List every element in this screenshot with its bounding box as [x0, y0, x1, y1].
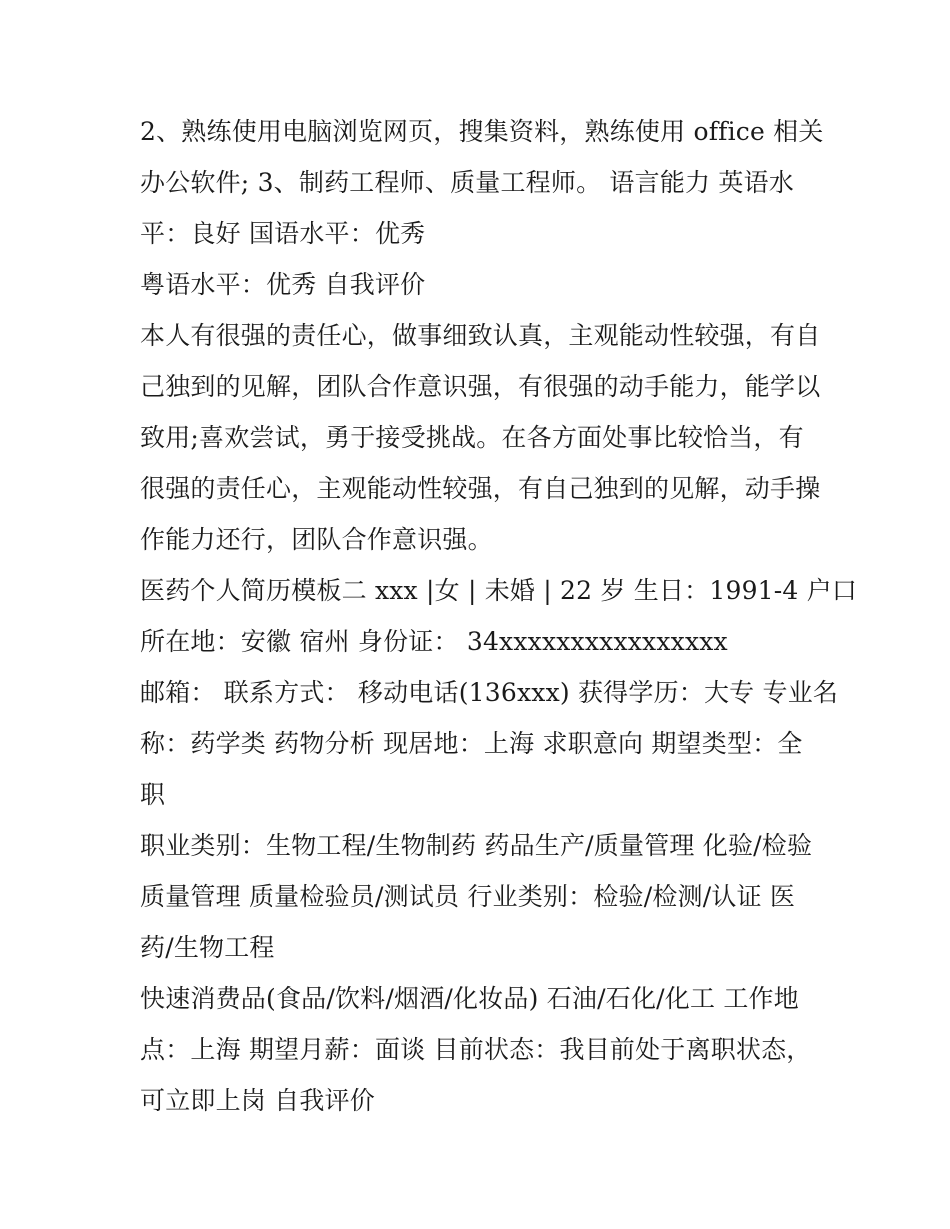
text-line: 邮箱： 联系方式： 移动电话(136xxx) 获得学历：大专 专业名: [140, 678, 839, 707]
text-line: 己独到的见解，团队合作意识强，有很强的动手能力，能学以: [140, 372, 821, 401]
text-line: 药/生物工程: [140, 933, 275, 962]
text-line: 平：良好 国语水平：优秀: [140, 219, 426, 248]
document-body: [140, 106, 858, 1126]
text-line: 称：药学类 药物分析 现居地：上海 求职意向 期望类型：全: [140, 729, 803, 758]
text-line: 快速消费品(食品/饮料/烟酒/化妆品) 石油/石化/化工 工作地: [140, 984, 799, 1013]
text-line: 医药个人简历模板二 xxx |女 | 未婚 | 22 岁 生日：1991-4 户口: [140, 576, 858, 605]
text-line: 所在地：安徽 宿州 身份证： 34xxxxxxxxxxxxxxxx: [140, 627, 728, 656]
text-line: 职: [140, 780, 166, 809]
text-line: 粤语水平：优秀 自我评价: [140, 270, 426, 299]
text-line: 质量管理 质量检验员/测试员 行业类别：检验/检测/认证 医: [140, 882, 796, 911]
text-line: 2、熟练使用电脑浏览网页，搜集资料，熟练使用 office 相关: [140, 117, 824, 146]
text-line: 办公软件; 3、制药工程师、质量工程师。 语言能力 英语水: [140, 168, 794, 197]
text-line: 作能力还行，团队合作意识强。: [140, 525, 493, 554]
text-line: 点：上海 期望月薪：面谈 目前状态：我目前处于离职状态，: [140, 1035, 812, 1064]
text-line: 可立即上岗 自我评价: [140, 1086, 375, 1115]
text-line: 很强的责任心，主观能动性较强，有自己独到的见解，动手操: [140, 474, 821, 503]
text-line: 致用;喜欢尝试，勇于接受挑战。在各方面处事比较恰当，有: [140, 423, 804, 452]
text-line: 本人有很强的责任心，做事细致认真，主观能动性较强，有自: [140, 321, 821, 350]
text-line: 职业类别：生物工程/生物制药 药品生产/质量管理 化验/检验: [140, 831, 813, 860]
